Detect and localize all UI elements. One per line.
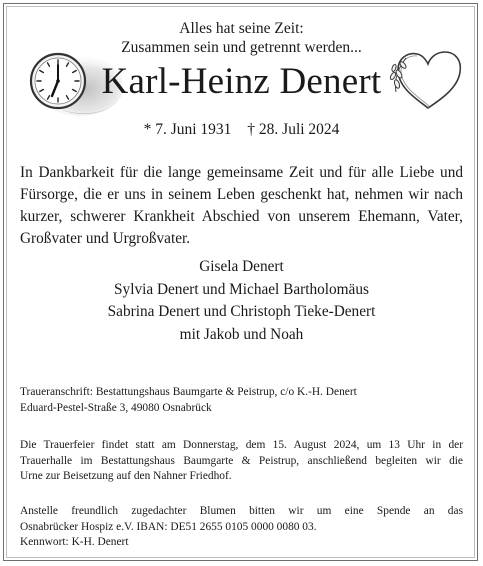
mourning-address [20,385,463,416]
mourner-line: Sylvia Denert und Michael Bartholomäus [114,280,369,298]
deceased-name: Karl-Heinz Denert [101,61,382,102]
mourner-line: mit Jakob und Noah [179,325,304,343]
death-date: † 28. Juli 2024 [247,121,340,138]
birth-date: * 7. Juni 1931 [143,121,232,138]
heart-icon [388,46,468,112]
donation-line-1: Anstelle freundlich zugedachter Blumen bitten wir um eine Spende an das [20,505,463,517]
motto-line-2: Zusammen sein und getrennt werden... [121,39,362,56]
donation-line-2: Osnabrücker Hospiz e.V. IBAN: DE51 2655 0105 0000 0080 03. [20,520,317,533]
donation-line-3: Kennwort: K-H. Denert [20,536,129,548]
mourner-line: Sabrina Denert und Christoph Tieke-Denert [107,303,376,320]
mourners-list [0,256,483,346]
address-line-1: Traueranschrift: Bestattungshaus Baumgarte & Peistrup, c/o K.-H. Denert [20,386,357,398]
funeral-info [20,438,463,485]
notice-message: In Dankbarkeit für die lange gemeinsame Zeit und für alle Liebe und Fürsorge, die er uns in seinem Leben geschenkt hat, nehmen wir nach kurzer, schwerer Krankheit Abschied von unserem Ehemann, Vater, Großvater und Urgroßvater. [20,164,463,247]
life-dates [0,120,483,140]
motto-line-1: Alles hat seine Zeit: [179,20,304,37]
funeral-line-2: Trauerhalle im Bestattungshaus Baumgarte & Peistrup, anschließend begleiten wir die [20,454,463,467]
mourner-line: Gisela Denert [199,258,284,275]
funeral-line-1: Die Trauerfeier findet statt am Donnerstag, dem 15. August 2024, um 13 Uhr in der [20,439,463,451]
address-line-2: Eduard-Pestel-Straße 3, 49080 Osnabrück [20,401,212,414]
funeral-line-3: Urne zur Beisetzung auf den Nahner Friedhof. [20,470,232,482]
donation-request [20,504,463,551]
